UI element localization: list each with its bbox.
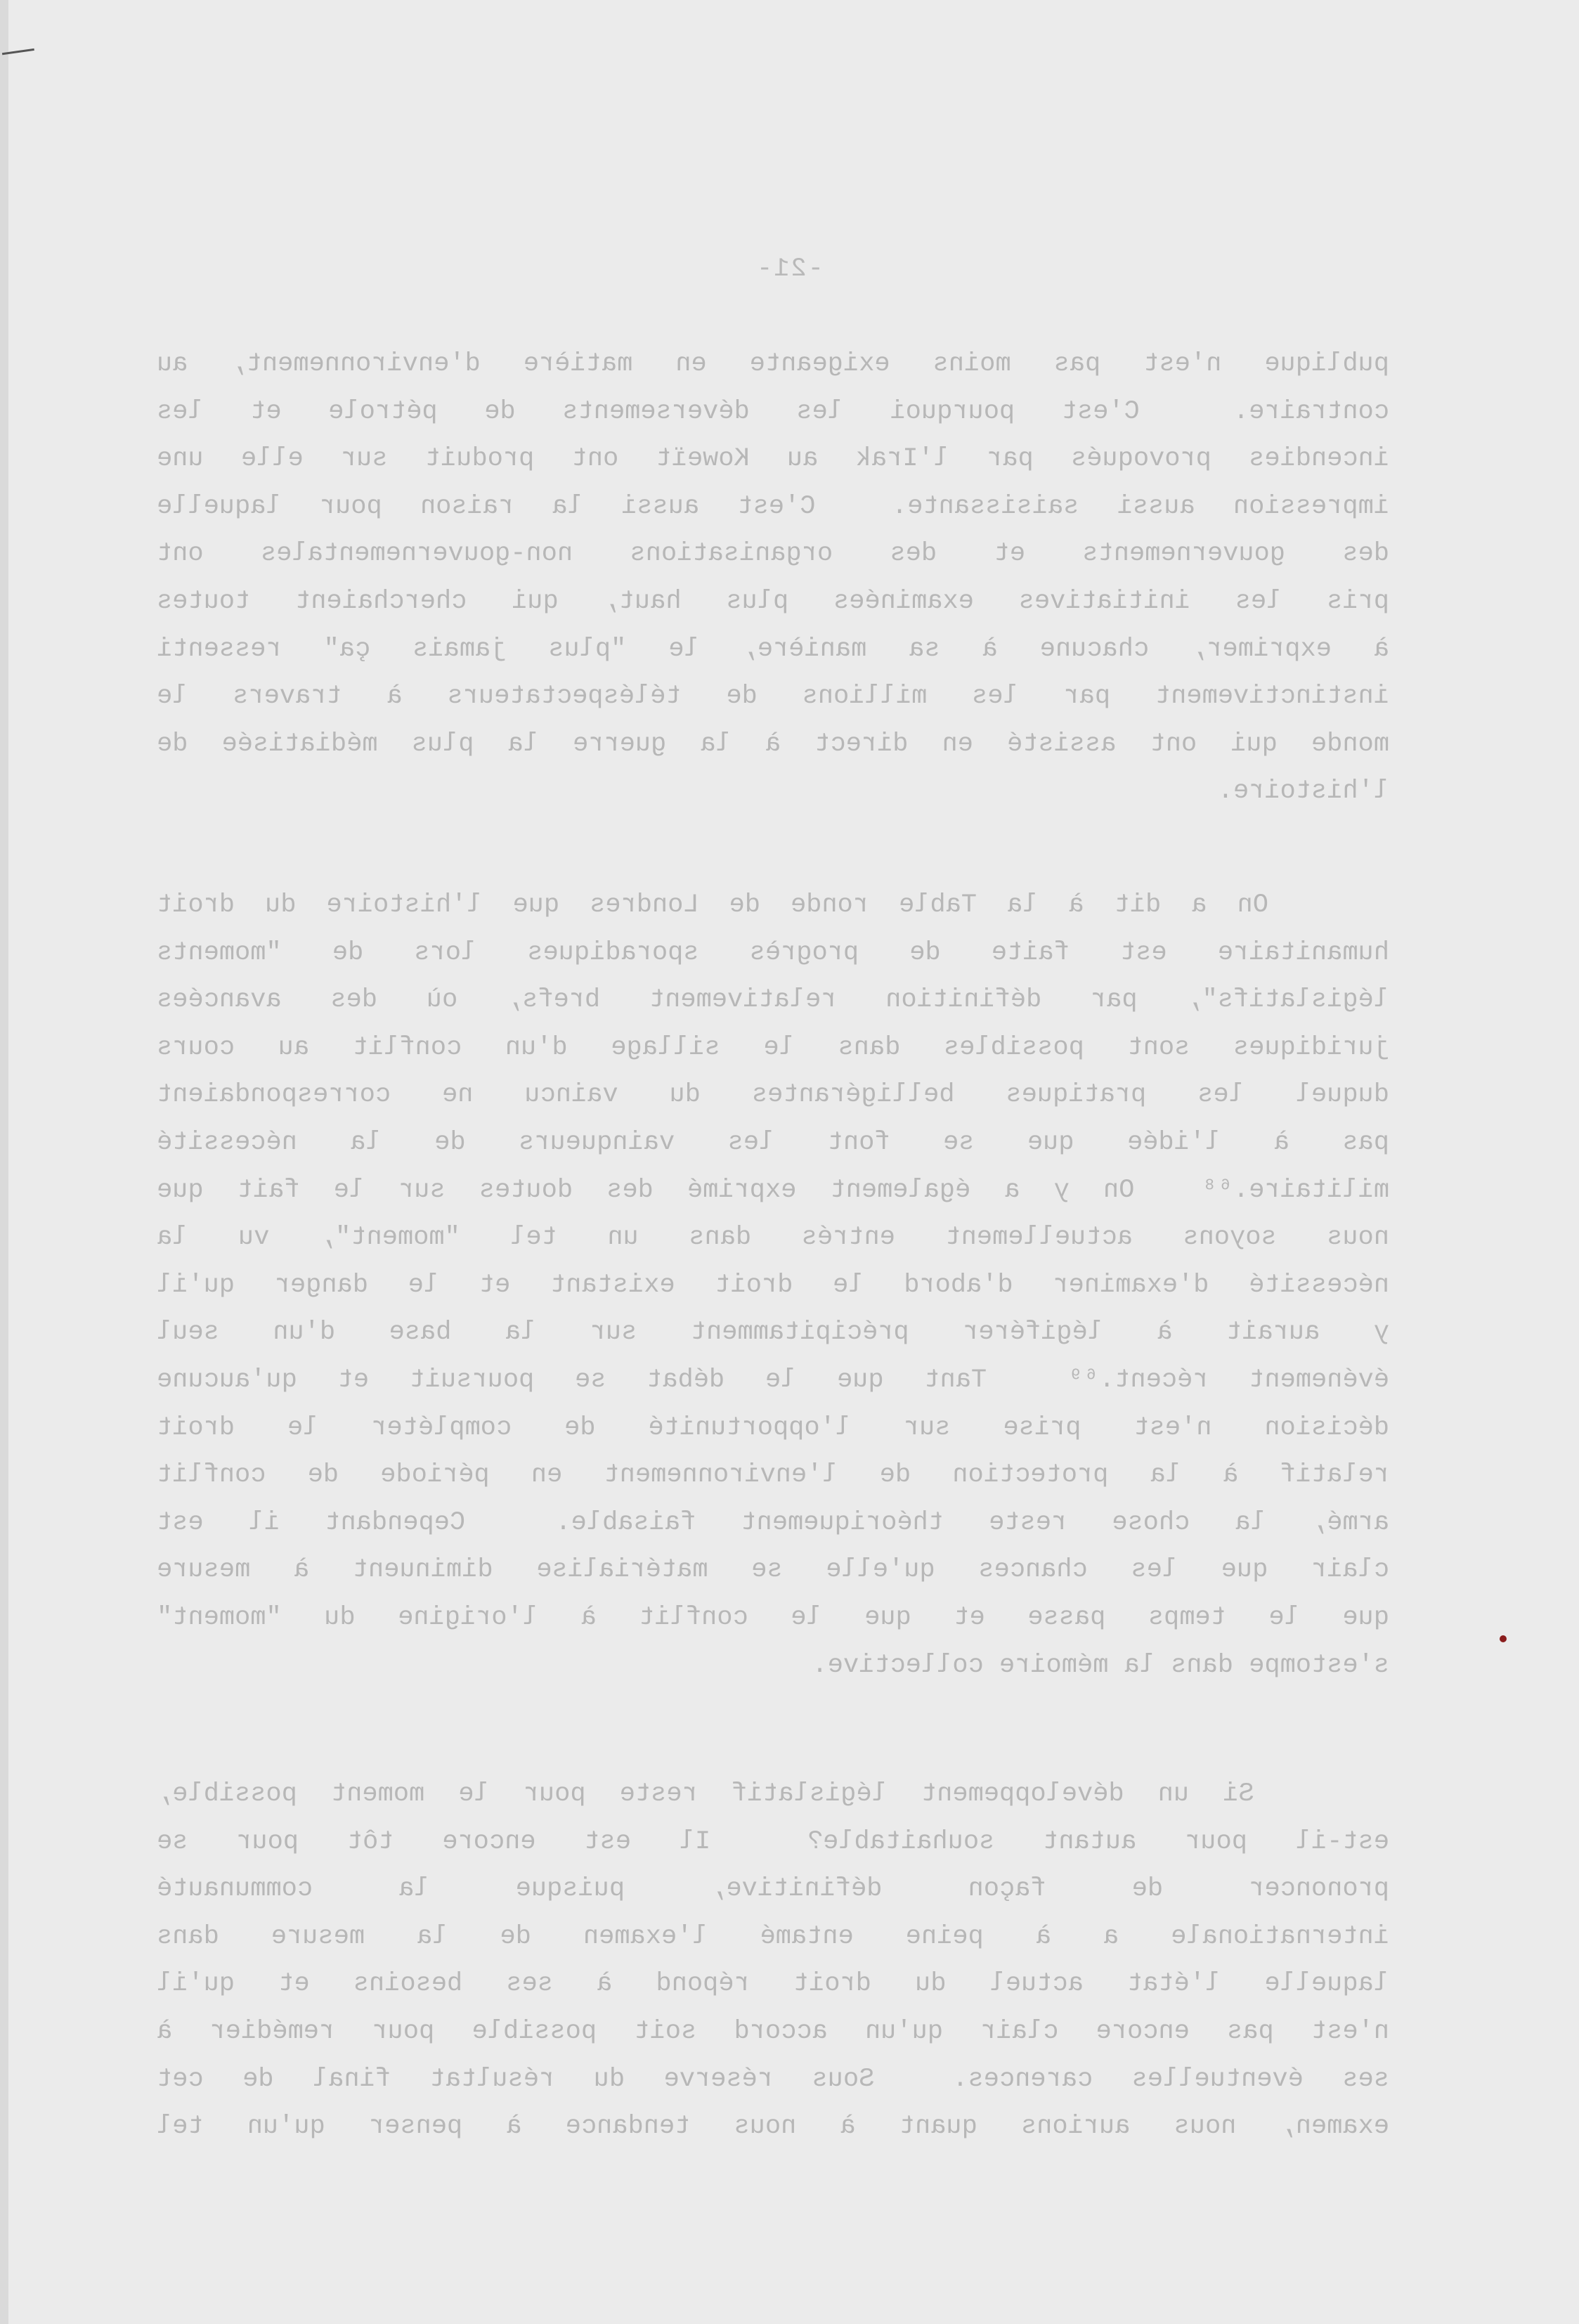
text-line: Si un développement législatif reste pour le moment possible, <box>157 1779 1389 1809</box>
text-line: ses éventuelles carences. Sous réserve du résultat final de cet <box>157 2064 1389 2094</box>
text-line: l'histoire. <box>1217 777 1389 807</box>
text-line: armé, la chose reste théoriquement faisable. Cependant il est <box>157 1507 1389 1538</box>
text-line: que le temps passe et que le conflit à l'origine du "moment" <box>157 1602 1389 1632</box>
text-line: internationale a à peine entamé l'examen de la mesure dans <box>157 1921 1389 1952</box>
text-line: législatifs", par définition relativement brefs, où des avancées <box>157 985 1389 1015</box>
text-line: relatif à la protection de l'environnement en période de conflit <box>157 1460 1389 1491</box>
text-line: s'estompe dans la mémoire collective. <box>812 1650 1389 1680</box>
text-line: contraire. C'est pourquoi les déversements de pétrole et les <box>157 396 1389 427</box>
text-line: incendies provoqués par l'Irak au Koweït ont produit sur elle une <box>157 444 1389 474</box>
text-line: juridiques sont possibles dans le sillage d'un conflit au cours <box>157 1032 1389 1063</box>
text-line: monde qui ont assisté en direct à la guerre la plus médiatisée de <box>157 729 1389 759</box>
paragraph-2 <box>157 882 1389 1689</box>
paragraph-3 <box>157 1771 1389 2151</box>
text-line: humanitaire est faite de progrès sporadiques lors de "moments <box>157 937 1389 968</box>
text-line: nous soyons actuellement entrés dans un tel "moment", vu la <box>157 1223 1389 1253</box>
text-line: événement récent.⁶⁹ Tant que le débat se poursuit et qu'aucune <box>157 1365 1389 1395</box>
text-line: clair que les chances qu'elle se matérialise diminuent à mesure <box>157 1555 1389 1585</box>
text-line: instinctivement par les millions de téléspectateurs à travers le <box>157 682 1389 712</box>
text-line: décision n'est prise sur l'opportunité de compléter le droit <box>157 1413 1389 1443</box>
text-line: On a dit à la Table ronde de Londres que l'histoire du droit <box>157 890 1389 920</box>
text-line: est-il pour autant souhaitable? Il est encore tôt pour se <box>157 1826 1389 1857</box>
text-line: duquel les pratiques belligérantes du vaincu ne correspondaient <box>157 1080 1389 1110</box>
text-line: militaire.⁶⁸ On y a également exprimé des doutes sur le fait que <box>157 1175 1389 1205</box>
text-line: y aurait à légiférer précipitamment sur la base d'un seul <box>157 1318 1389 1348</box>
text-line: publique n'est pas moins exigeante en matière d'environnement, au <box>157 349 1389 379</box>
text-line: nécessité d'examiner d'abord le droit existant et le danger qu'il <box>157 1270 1389 1300</box>
text-line: examen, nous aurions quant à nous tendance à penser qu'un tel <box>157 2112 1389 2142</box>
page-number: -21- <box>755 254 824 284</box>
text-line: laquelle l'état actuel du droit répond à ses besoins et qu'il <box>157 1969 1389 1999</box>
text-line: pas à l'idée que se font les vainqueurs de la nécessité <box>157 1127 1389 1157</box>
paragraph-1 <box>157 341 1389 816</box>
text-line: à exprimer, chacune à sa manière, le "plus jamais ça" ressenti <box>157 634 1389 664</box>
text-line: des gouvernements et des organisations non-gouvernementales ont <box>157 539 1389 569</box>
text-line: prononcer de façon définitive, puisque la communauté <box>157 1874 1389 1904</box>
text-line: impression aussi saisissante. C'est aussi la raison pour laquelle <box>157 491 1389 521</box>
text-line: n'est pas encore clair qu'un accord soit possible pour remédier à <box>157 2016 1389 2046</box>
text-line: pris les initiatives examinées plus haut, qui cherchaient toutes <box>157 586 1389 616</box>
